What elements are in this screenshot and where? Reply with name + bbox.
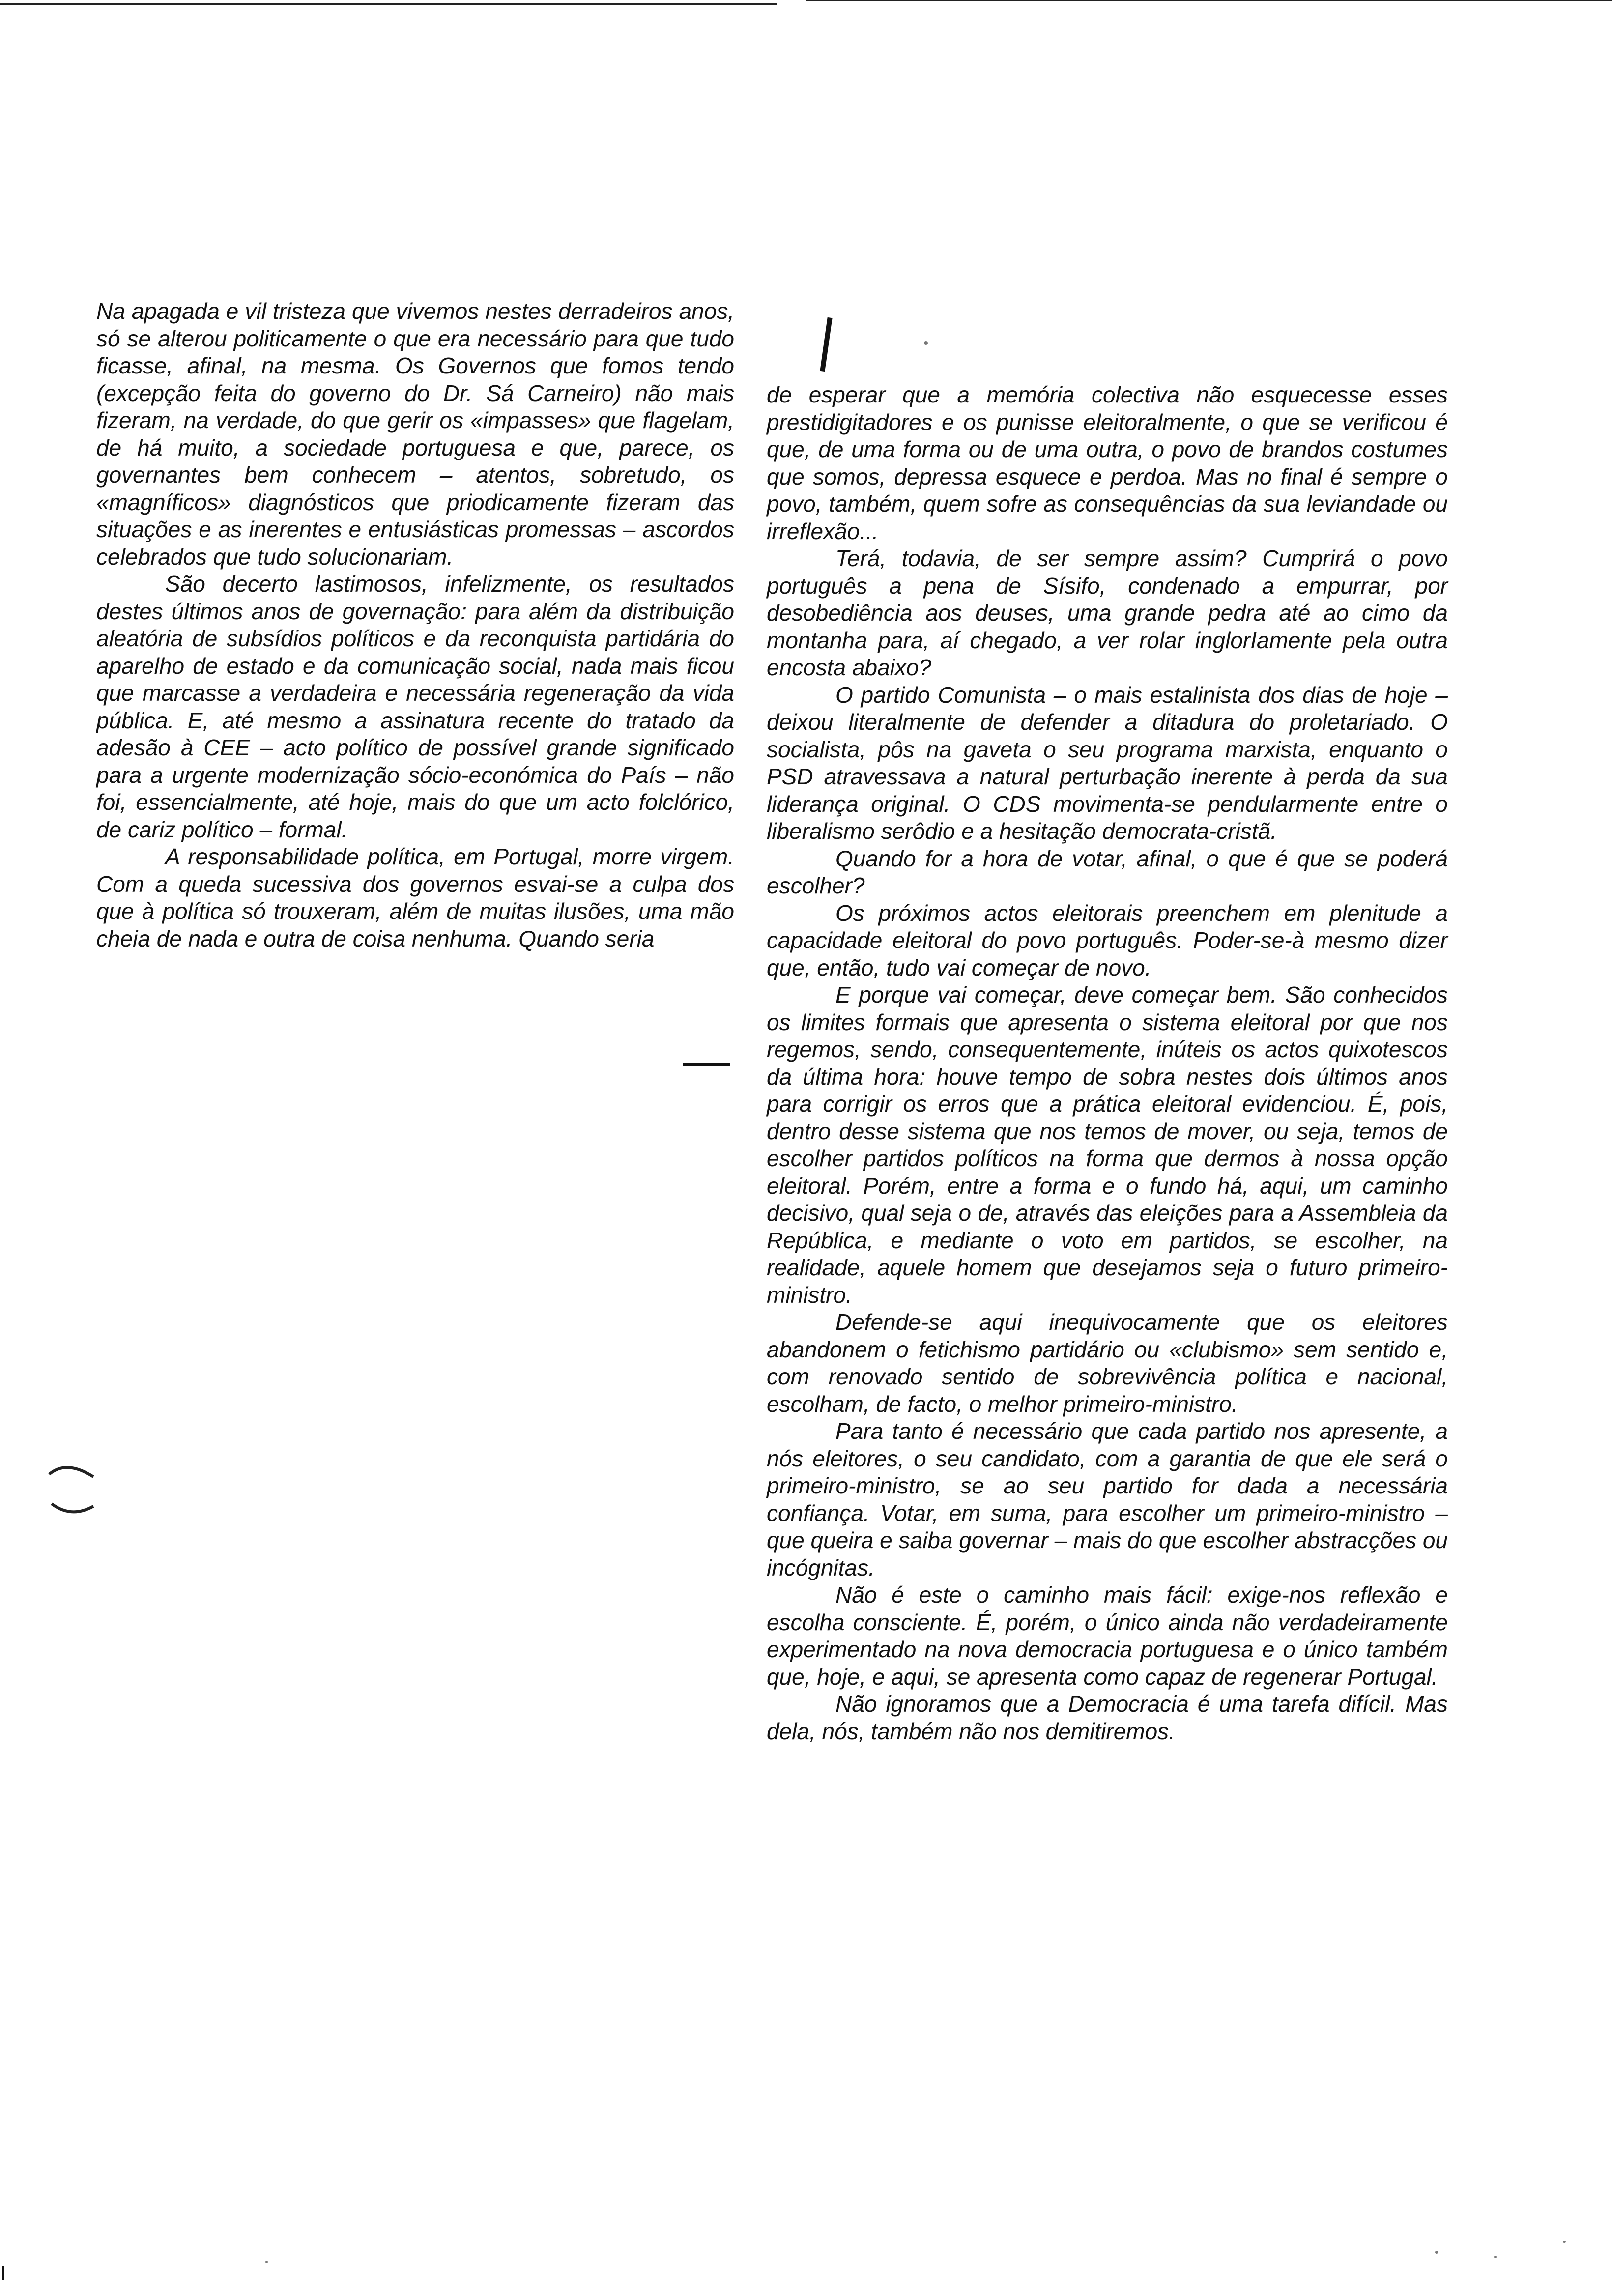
right-paragraph-9: Não é este o caminho mais fácil: exige-nos reflexão e escolha consciente. É, porém, o único ainda não verdadeiramente experimentado na nova democracia portuguesa e o único também que, hoje, e aqui, se apresenta como capaz de regenerar Portugal.	[767, 1582, 1448, 1690]
left-paragraph-2: São decerto lastimosos, infelizmente, os resultados destes últimos anos de governação: para além da distribuição aleatória de subsídios políticos e da reconquista partidária do aparelho de estado e da comunicação social, nada mais ficou que marcasse a verdadeira e necessária regeneração da vida pública. E, até mesmo a assinatura recente do tratado da adesão à CEE – acto político de possível grande significado para a urgente modernização sócio-económica do País – não foi, essencialmente, até hoje, mais do que um acto folclórico, de cariz político – formal.	[96, 571, 734, 842]
right-paragraph-3: O partido Comunista – o mais estalinista dos dias de hoje – deixou literalmente de defender a ditadura do proletariado. O socialista, pôs na gaveta o seu programa marxista, enquanto o PSD atravessava a natural perturbação inerente à perda da sua liderança original. O CDS movimenta-se pendularmente entre o liberalismo serôdio e a hesitação democrata-cristã.	[767, 682, 1448, 844]
right-paragraph-6: E porque vai começar, deve começar bem. São conhecidos os limites formais que apresenta o sistema eleitoral por que nos regemos, sendo, consequentemente, inúteis os actos quixotescos da última hora: houve tempo de sobra nestes dois últimos anos para corrigir os erros que a prática eleitoral evidenciou. É, pois, dentro desse sistema que nos temos de mover, ou seja, temos de escolher partidos políticos na forma que dermos à nossa opção eleitoral. Porém, entre a forma e o fundo há, aqui, um caminho decisivo, qual seja o de, através das eleições para a Assembleia da República, e mediante o voto em partidos, se escolher, na realidade, aquele homem que desejamos seja o futuro primeiro-ministro.	[767, 982, 1448, 1308]
left-paragraph-1: Na apagada e vil tristeza que vivemos nestes derradeiros anos, só se alterou politicamente o que era necessário para que tudo ficasse, afinal, na mesma. Os Governos que fomos tendo (excepção feita do governo do Dr. Sá Carneiro) não mais fizeram, na verdade, do que gerir os «impasses» que flagelam, de há muito, a sociedade portuguesa e que, parece, os governantes bem conhecem – atentos, sobretudo, os «magníficos» diagnósticos que priodicamente fizeram das situações e as inerentes e entusiásticas promessas – ascordos celebrados que tudo solucionariam.	[96, 298, 734, 570]
right-paragraph-5: Os próximos actos eleitorais preenchem em plenitude a capacidade eleitoral do povo português. Poder-se-à mesmo dizer que, então, tudo vai começar de novo.	[767, 900, 1448, 980]
right-paragraph-4: Quando for a hora de votar, afinal, o que é que se poderá escolher?	[767, 845, 1448, 898]
scan-noise-3	[1563, 2241, 1566, 2243]
scan-dot	[924, 341, 928, 345]
top-rule-right	[806, 0, 1612, 1]
article-left-column	[96, 298, 734, 952]
scan-edge-mark	[2, 2266, 4, 2280]
right-paragraph-10: Não ignoramos que a Democracia é uma tarefa difícil. Mas dela, nós, também não nos demitiremos.	[767, 1691, 1448, 1744]
scan-stroke-top	[820, 317, 832, 372]
scan-noise-1	[1435, 2251, 1438, 2254]
scan-noise-4	[265, 2261, 268, 2263]
article-right-column	[767, 381, 1448, 1745]
right-paragraph-7: Defende-se aqui inequivocamente que os eleitores abandonem o fetichismo partidário ou «clubismo» sem sentido e, com renovado sentido de sobrevivência política e nacional, escolham, de facto, o melhor primeiro-ministro.	[767, 1309, 1448, 1417]
continuation-dash	[683, 1063, 730, 1066]
right-paragraph-8: Para tanto é necessário que cada partido nos apresente, a nós eleitores, o seu candidato, com a garantia de que ele será o primeiro-ministro, se ao seu partido for dada a necessária confiança. Votar, em suma, para escolher um primeiro-ministro – que queira e saiba governar – mais do que escolher abstracções ou incógnitas.	[767, 1418, 1448, 1580]
top-rule-left	[0, 3, 777, 5]
punch-hole-mark	[44, 1455, 103, 1533]
left-paragraph-3: A responsabilidade política, em Portugal, morre virgem. Com a queda sucessiva dos governos esvai-se a culpa dos que à política só trouxeram, além de muitas ilusões, uma mão cheia de nada e outra de coisa nenhuma. Quando seria	[96, 844, 734, 951]
scan-noise-2	[1494, 2256, 1497, 2258]
right-paragraph-1: de esperar que a memória colectiva não esquecesse esses prestidigitadores e os punisse eleitoralmente, o que se verificou é que, de uma forma ou de uma outra, o povo de brandos costumes que somos, depressa esquece e perdoa. Mas no final é sempre o povo, também, quem sofre as consequências da sua leviandade ou irreflexão...	[767, 382, 1448, 544]
right-paragraph-2: Terá, todavia, de ser sempre assim? Cumprirá o povo português a pena de Sísifo, condenado a empurrar, por desobediência aos deuses, uma grande pedra até ao cimo da montanha para, aí chegado, a ver rolar inglorIamente pela outra encosta abaixo?	[767, 545, 1448, 680]
